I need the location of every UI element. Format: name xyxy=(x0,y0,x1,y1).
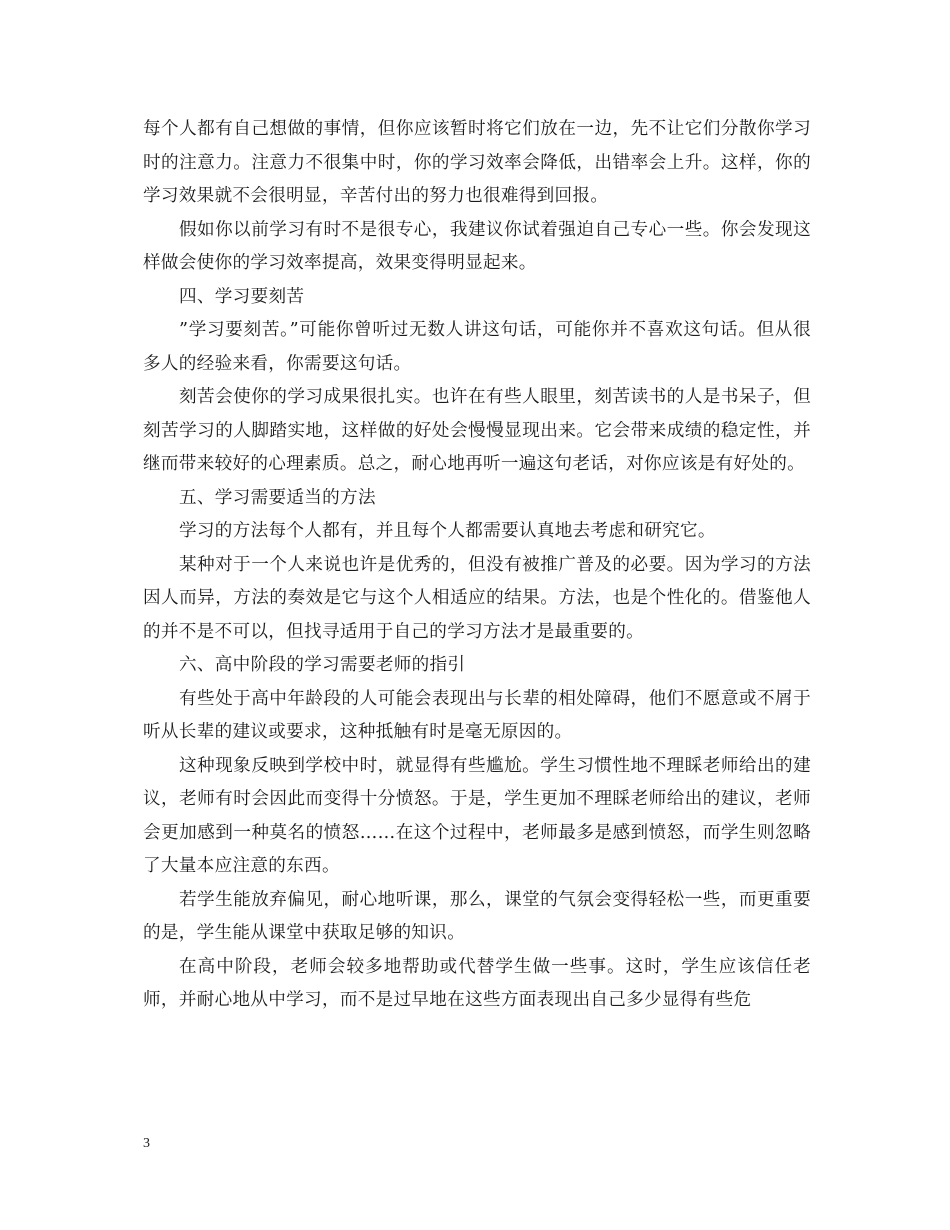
body-paragraph: 刻苦会使你的学习成果很扎实。也许在有些人眼里，刻苦读书的人是书呆子，但刻苦学习的人脚踏实地，这样做的好处会慢慢显现出来。它会带来成绩的稳定性，并继而带来较好的心理素质。总之，耐心地再听一遍这句老话，对你应该是有好处的。 xyxy=(143,387,811,474)
body-paragraph: 每个人都有自己想做的事情，但你应该暂时将它们放在一边，先不让它们分散你学习时的注意力。注意力不很集中时，你的学习效率会降低，出错率会上升。这样，你的学习效果就不会很明显，辛苦付出的努力也很难得到回报。 xyxy=(143,119,811,206)
body-paragraph: ”学习要刻苦。”可能你曾听过无数人讲这句话，可能你并不喜欢这句话。但从很多人的经验来看，你需要这句话。 xyxy=(143,320,811,374)
body-paragraph: 有些处于高中年龄段的人可能会表现出与长辈的相处障碍，他们不愿意或不屑于听从长辈的建议或要求，这种抵触有时是毫无原因的。 xyxy=(143,688,811,742)
section-heading: 五、学习需要适当的方法 xyxy=(179,487,376,508)
body-paragraph: 学习的方法每个人都有，并且每个人都需要认真地去考虑和研究它。 xyxy=(179,521,716,541)
body-paragraph: 某种对于一个人来说也许是优秀的，但没有被推广普及的必要。因为学习的方法因人而异，方法的奏效是它与这个人相适应的结果。方法，也是个性化的。借鉴他人的并不是不可以，但找寻适用于自己的学习方法才是最重要的。 xyxy=(143,554,811,642)
body-paragraph: 假如你以前学习有时不是很专心，我建议你试着强迫自己专心一些。你会发现这样做会使你的学习效率提高，效果变得明显起来。 xyxy=(143,219,811,273)
body-paragraph: 若学生能放弃偏见，耐心地听课，那么，课堂的气氛会变得轻松一些，而更重要的是，学生能从课堂中获取足够的知识。 xyxy=(143,889,811,943)
section-heading: 六、高中阶段的学习需要老师的指引 xyxy=(179,655,466,675)
body-paragraph: 在高中阶段，老师会较多地帮助或代替学生做一些事。这时，学生应该信任老师，并耐心地从中学习，而不是过早地在这些方面表现出自己多少显得有些危 xyxy=(143,956,811,1010)
page-number: 3 xyxy=(143,1136,150,1151)
page-body xyxy=(143,113,811,1018)
section-heading: 四、学习要刻苦 xyxy=(179,286,305,307)
body-paragraph: 这种现象反映到学校中时，就显得有些尴尬。学生习惯性地不理睬老师给出的建议，老师有时会因此而变得十分愤怒。于是，学生更加不理睬老师给出的建议，老师会更加感到一种莫名的愤怒……在这个过程中，老师最多是感到愤怒，而学生则忽略了大量本应注意的东西。 xyxy=(143,755,811,876)
